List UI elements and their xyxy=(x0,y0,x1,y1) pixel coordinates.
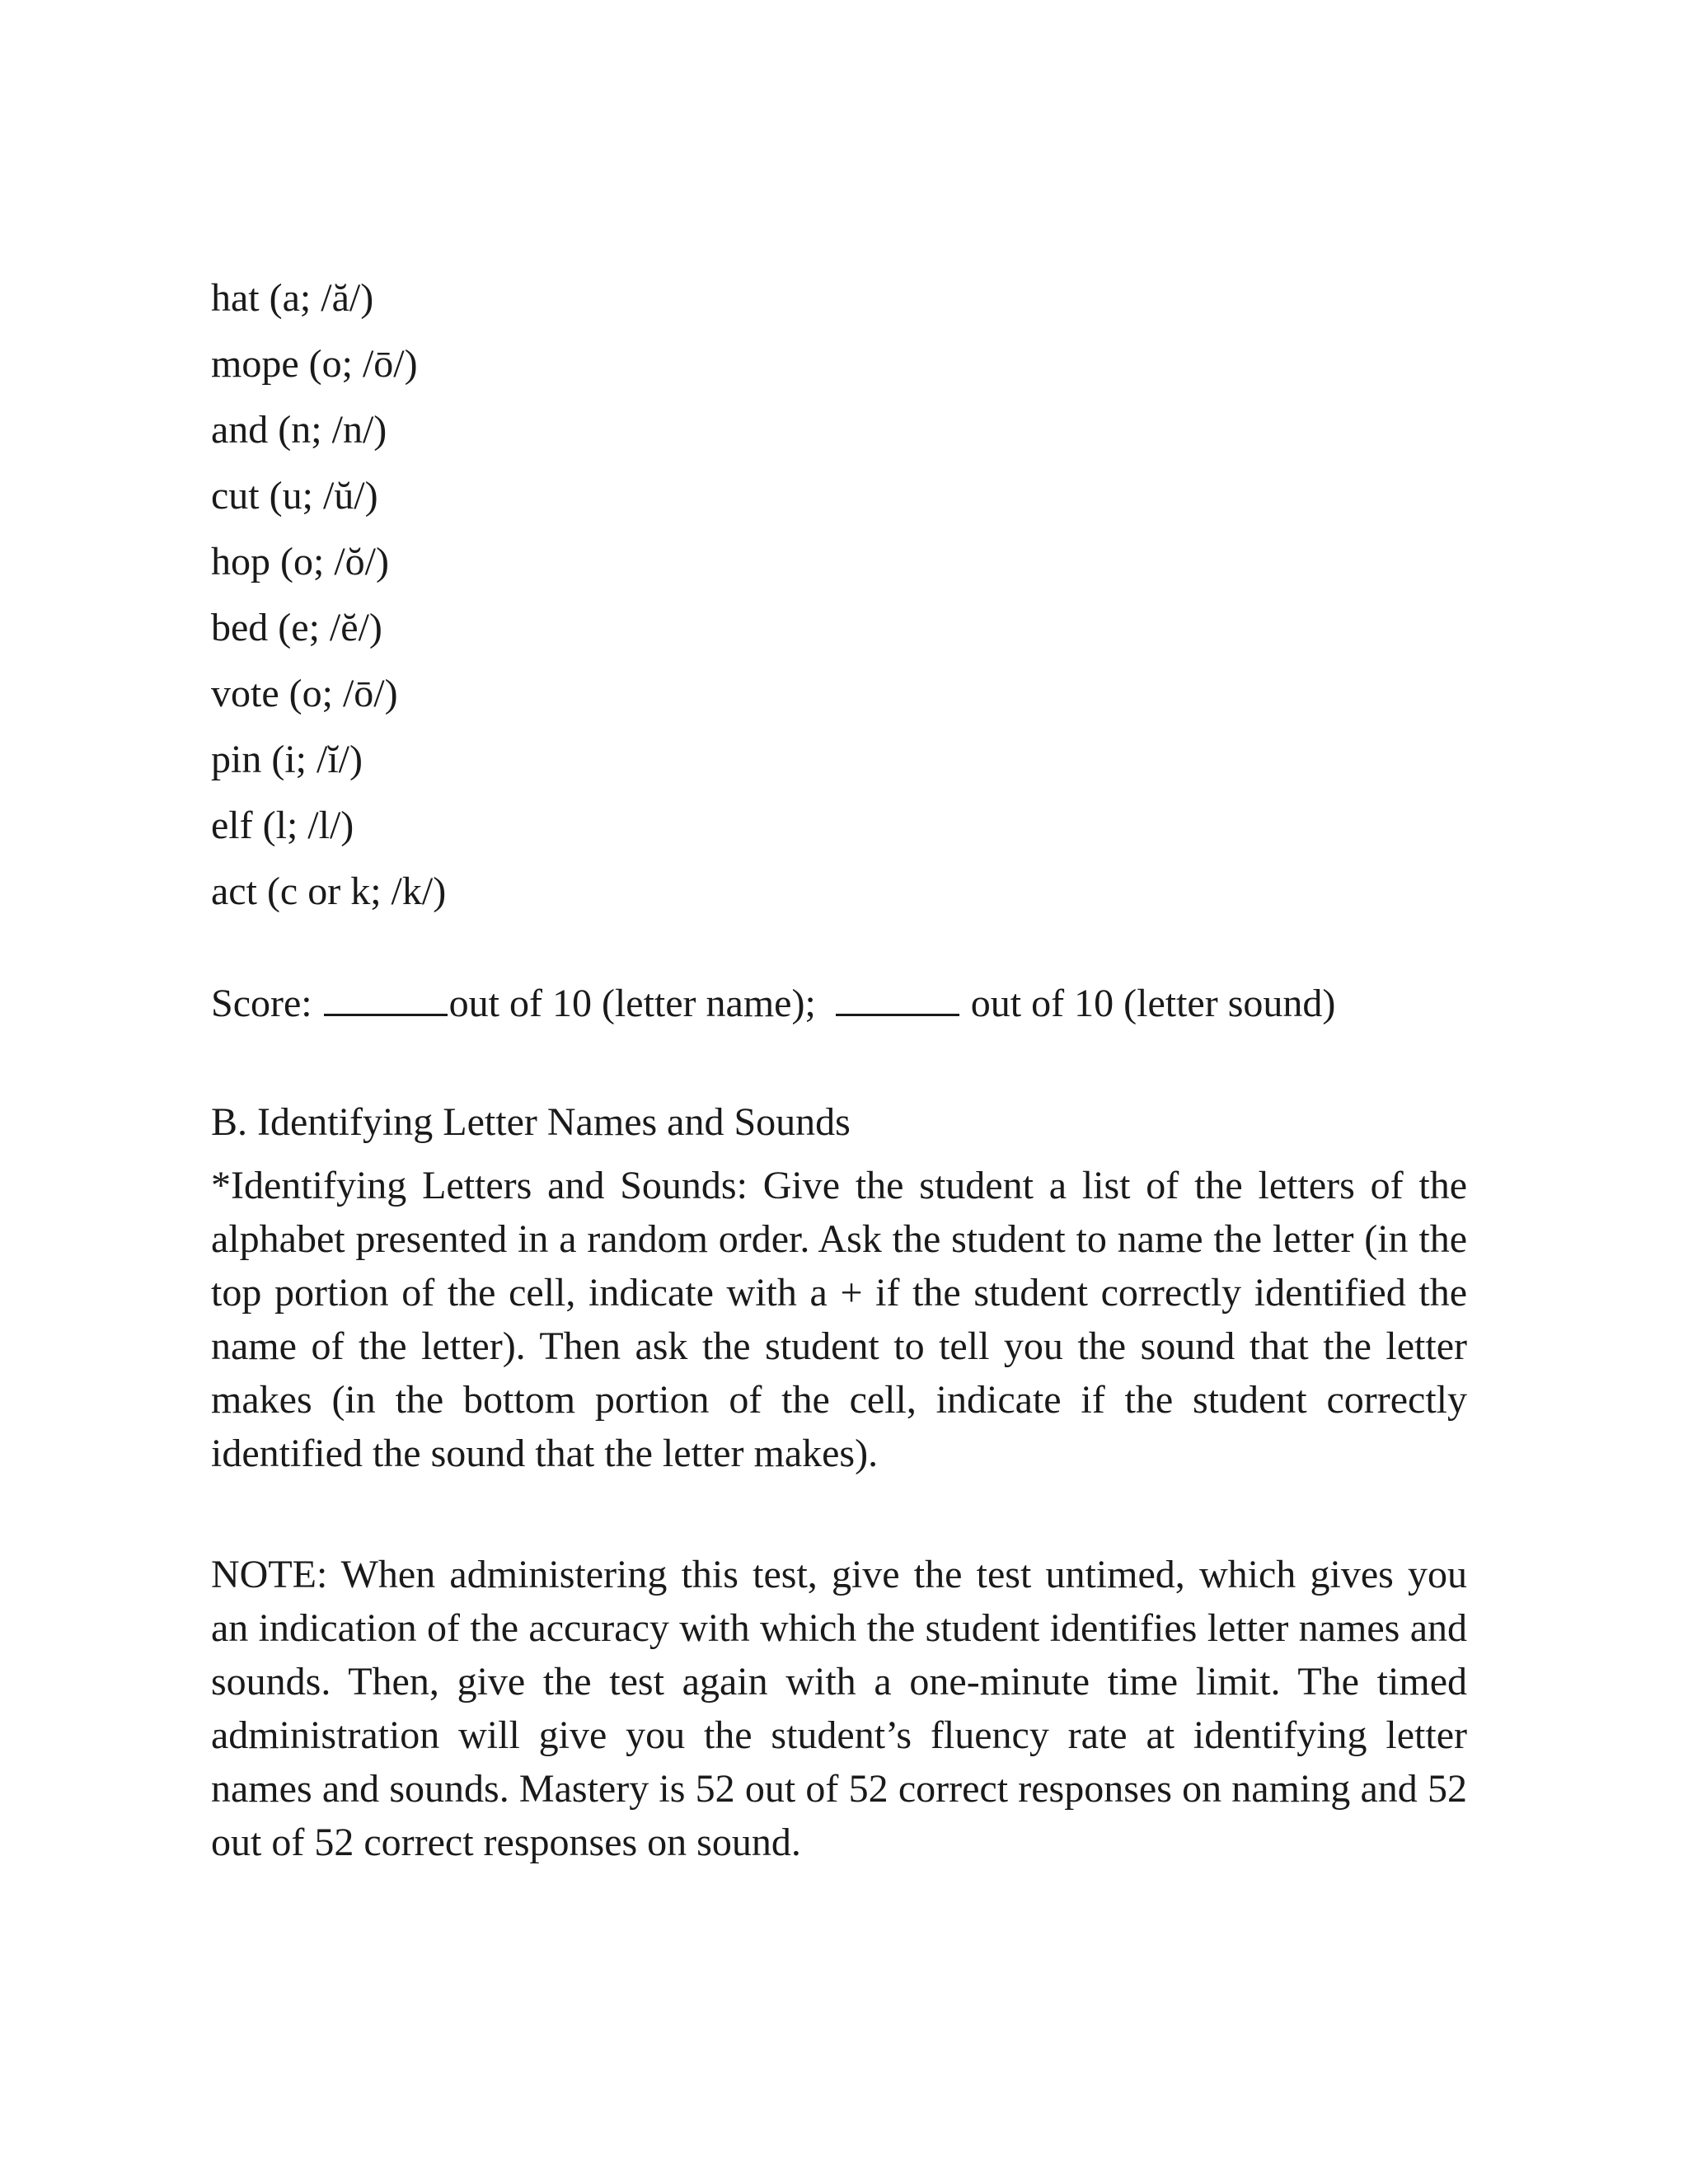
word-item: bed (e; /ĕ/) xyxy=(211,606,382,649)
word-item: elf (l; /l/) xyxy=(211,804,354,847)
letter-name-score-blank[interactable] xyxy=(324,976,448,1016)
word-item: cut (u; /ŭ/) xyxy=(211,474,378,518)
section-heading: B. Identifying Letter Names and Sounds xyxy=(211,1100,851,1144)
word-item: hop (o; /ŏ/) xyxy=(211,540,389,583)
word-item: mope (o; /ō/) xyxy=(211,342,418,386)
score-line xyxy=(211,971,1335,1037)
instructions-paragraph: *Identifying Letters and Sounds: Give the student a list of the letters of the alphabet presented in a random order. Ask the student to name the letter (in the top portion of the cell, indicate with a + if the student correctly identified the name of the letter). Then ask the student to tell you the sound that the letter makes (in the bottom portion of the cell, indicate if the student correctly identified the sound that the letter makes). xyxy=(211,1164,1467,1475)
word-item: act (c or k; /k/) xyxy=(211,869,447,913)
word-item: and (n; /n/) xyxy=(211,408,387,452)
letter-sound-score-blank[interactable] xyxy=(836,976,959,1016)
word-item: pin (i; /ĭ/) xyxy=(211,738,363,781)
letter-sound-score-text: out of 10 (letter sound) xyxy=(970,982,1336,1025)
score-label: Score: xyxy=(211,982,312,1025)
word-list xyxy=(211,265,446,925)
note-paragraph: NOTE: When administering this test, give the test untimed, which gives you an indication of the accuracy with which the student identifies letter names and sounds. Then, give the test again with a one-minute time limit. The timed administration will give you the student’s fluency rate at identifying letter names and sounds. Mastery is 52 out of 52 correct responses on naming and 52 out of 52 correct responses on sound. xyxy=(211,1553,1467,1864)
letter-name-score-text: out of 10 (letter name); xyxy=(448,982,816,1025)
word-item: vote (o; /ō/) xyxy=(211,672,398,715)
word-item: hat (a; /ă/) xyxy=(211,276,374,320)
